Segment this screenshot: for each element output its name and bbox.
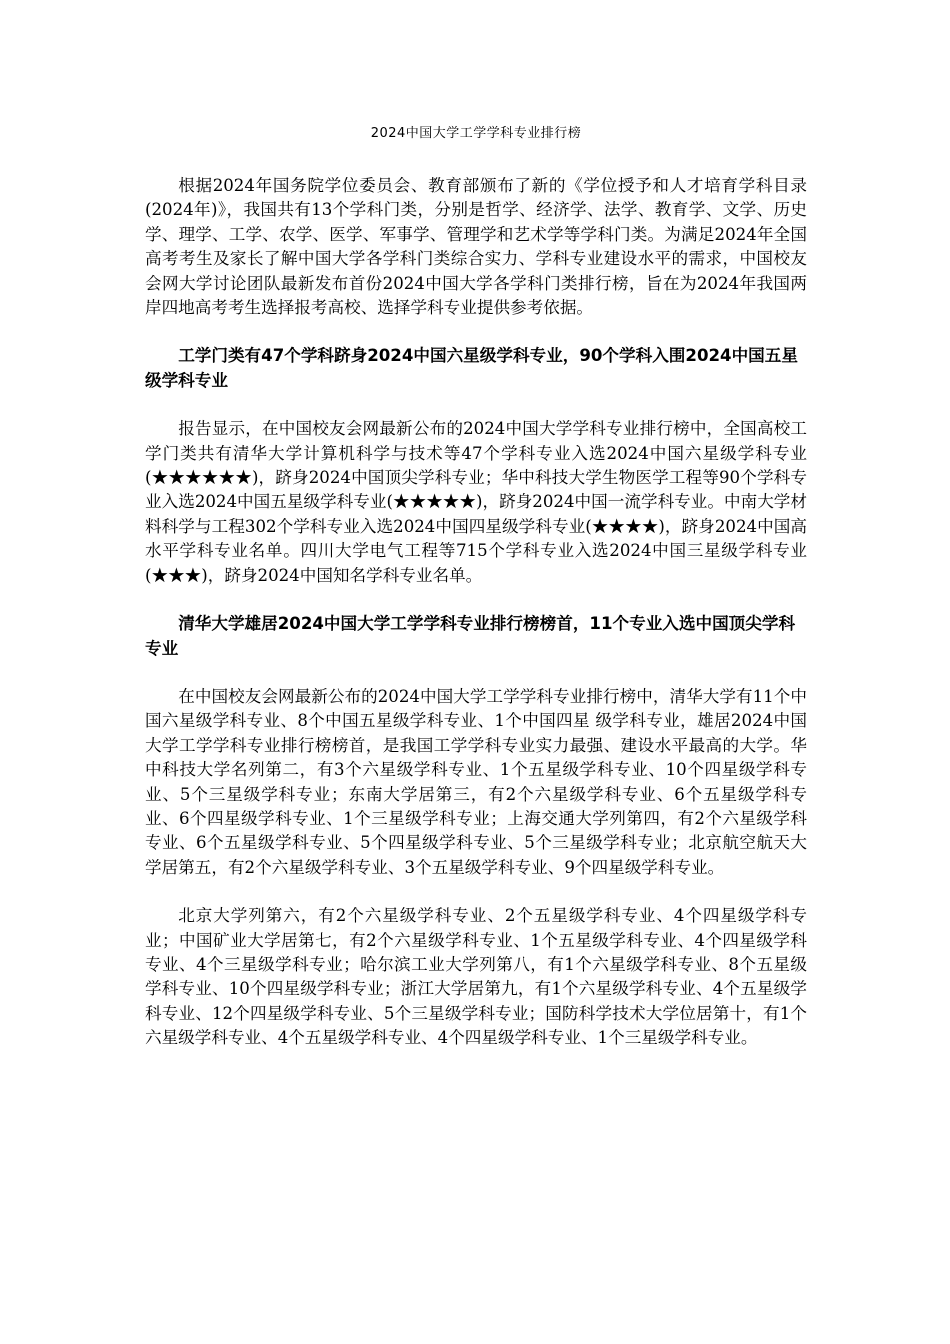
document-page	[145, 124, 807, 1051]
document-title: 2024中国大学工学学科专业排行榜	[370, 126, 582, 141]
section-paragraph-3: 北京大学列第六，有2个六星级学科专业、2个五星级学科专业、4个四星级学科专业；中国矿业大学居第七，有2个六星级学科专业、1个五星级学科专业、4个四星级学科专业、4个三星级学科专业；哈尔滨工业大学列第八，有1个六星级学科专业、8个五星级学科专业、10个四星级学科专业；浙江大学居第九，有1个六星级学科专业、4个五星级学科专业、12个四星级学科专业、5个三星级学科专业；国防科学技术大学位居第十，有1个六星级学科专业、4个五星级学科专业、4个四星级学科专业、1个三星级学科专业。	[145, 906, 807, 1048]
intro-paragraph: 根据2024年国务院学位委员会、教育部颁布了新的《学位授予和人才培育学科目录(2024年)》，我国共有13个学科门类，分别是哲学、经济学、法学、教育学、文学、历史学、理学、工学、农学、医学、军事学、管理学和艺术学等学科门类。为满足2024年全国高考考生及家长了解中国大学各学科门类综合实力、学科专业建设水平的需求，中国校友会网大学讨论团队最新发布首份2024中国大学各学科门类排行榜，旨在为2024年我国两岸四地高考考生选择报考高校、选择学科专业提供参考依据。	[145, 176, 807, 318]
section-paragraph-1: 报告显示，在中国校友会网最新公布的2024中国大学学科专业排行榜中，全国高校工学门类共有清华大学计算机科学与技术等47个学科专业入选2024中国六星级学科专业(★★★★★★)，跻身2024中国顶尖学科专业；华中科技大学生物医学工程等90个学科专业入选2024中国五星级学科专业(★★★★★)，跻身2024中国一流学科专业。中南大学材料科学与工程302个学科专业入选2024中国四星级学科专业(★★★★)，跻身2024中国高水平学科专业名单。四川大学电气工程等715个学科专业入选2024中国三星级学科专业(★★★)，跻身2024中国知名学科专业名单。	[145, 419, 807, 585]
section-heading-1: 工学门类有47个学科跻身2024中国六星级学科专业，90个学科入围2024中国五星级学科专业	[145, 346, 798, 390]
section-paragraph-2: 在中国校友会网最新公布的2024中国大学工学学科专业排行榜中，清华大学有11个中国六星级学科专业、8个中国五星级学科专业、1个中国四星 级学科专业，雄居2024中国大学工学学科专业排行榜榜首，是我国工学学科专业实力最强、建设水平最高的大学。华中科技大学名列第二，有3个六星级学科专业、1个五星级学科专业、10个四星级学科专业、5个三星级学科专业；东南大学居第三，有2个六星级学科专业、6个五星级学科专业、6个四星级学科专业、1个三星级学科专业；上海交通大学列第四，有2个六星级学科专业、6个五星级学科专业、5个四星级学科专业、5个三星级学科专业；北京航空航天大学居第五，有2个六星级学科专业、3个五星级学科专业、9个四星级学科专业。	[145, 686, 807, 877]
section-heading-2: 清华大学雄居2024中国大学工学学科专业排行榜榜首，11个专业入选中国顶尖学科专业	[145, 614, 796, 658]
